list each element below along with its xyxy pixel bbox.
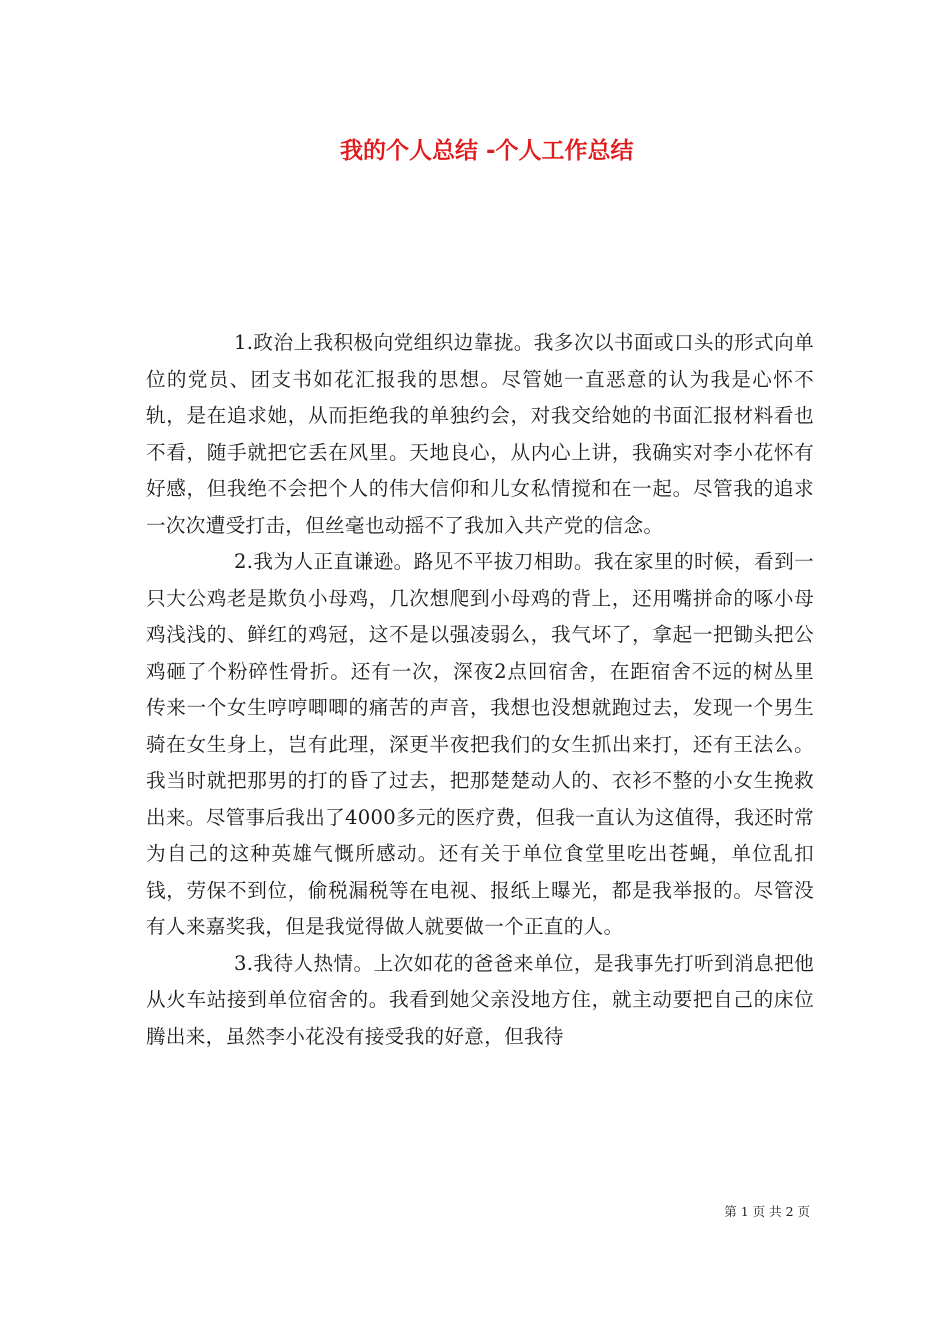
paragraph-1: 1.政治上我积极向党组织边靠拢。我多次以书面或口头的形式向单位的党员、团支书如花汇报我的思想。尽管她一直恶意的认为我是心怀不轨，是在追求她，从而拒绝我的单独约会，对我交给她的书面汇报材料看也不看，随手就把它丢在风里。天地良心，从内心上讲，我确实对李小花怀有好感，但我绝不会把个人的伟大信仰和儿女私情搅和在一起。尽管我的追求一次次遭受打击，但丝毫也动摇不了我加入共产党的信念。: [146, 331, 814, 537]
document-body: [146, 325, 814, 1055]
document-title: 我的个人总结 -个人工作总结: [340, 138, 634, 164]
page-number-footer: 第 1 页 共 2 页: [724, 1204, 810, 1219]
paragraph-3: 3.我待人热情。上次如花的爸爸来单位，是我事先打听到消息把他从火车站接到单位宿舍的。我看到她父亲没地方住，就主动要把自己的床位腾出来，虽然李小花没有接受我的好意，但我待: [146, 951, 814, 1048]
paragraph-2: 2.我为人正直谦逊。路见不平拔刀相助。我在家里的时候，看到一只大公鸡老是欺负小母鸡，几次想爬到小母鸡的背上，还用嘴拼命的啄小母鸡浅浅的、鲜红的鸡冠，这不是以强凌弱么，我气坏了，拿起一把锄头把公鸡砸了个粉碎性骨折。还有一次，深夜2点回宿舍，在距宿舍不远的树丛里传来一个女生哼哼唧唧的痛苦的声音，我想也没想就跑过去，发现一个男生骑在女生身上，岂有此理，深更半夜把我们的女生抓出来打，还有王法么。我当时就把那男的打的昏了过去，把那楚楚动人的、衣衫不整的小女生挽救出来。尽管事后我出了4000多元的医疗费，但我一直认为这值得，我还时常为自己的这种英雄气慨所感动。还有关于单位食堂里吃出苍蝇，单位乱扣钱，劳保不到位，偷税漏税等在电视、报纸上曝光，都是我举报的。尽管没有人来嘉奖我，但是我觉得做人就要做一个正直的人。: [146, 550, 814, 938]
